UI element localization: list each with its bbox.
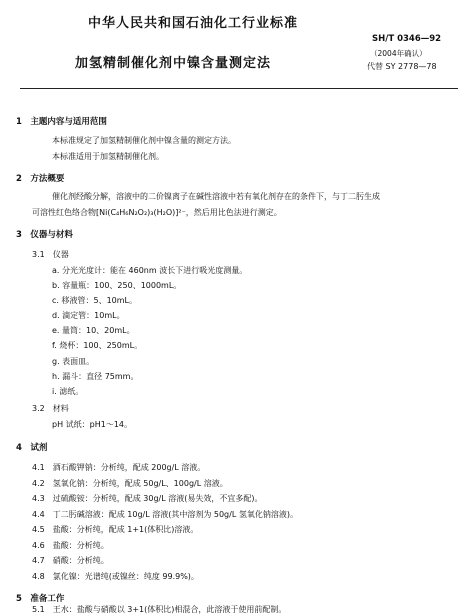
text-line-s31e: e. 量筒：10、20mL。 — [52, 326, 135, 335]
replaces-note: 代替 SY 2778—78 — [367, 62, 437, 71]
document-title: 加氢精制催化剂中镍含量测定法 — [75, 56, 272, 71]
section-heading-s2: 2 方法概要 — [16, 174, 65, 184]
text-line-s31b: b. 容量瓶：100、250、1000mL。 — [52, 281, 182, 290]
text-line-s42: 4.2 氢氧化钠：分析纯，配成 50g/L、100g/L 溶液。 — [32, 479, 228, 488]
text-line-s31a: a. 分光光度计：能在 460nm 波长下进行吸光度测量。 — [52, 266, 248, 275]
text-line-s31g: g. 表面皿。 — [52, 357, 95, 366]
standard-number: SH/T 0346—92 — [372, 34, 442, 44]
text-line-s41: 4.1 酒石酸钾钠：分析纯，配成 200g/L 溶液。 — [32, 463, 206, 472]
text-line-s31: 3.1 仪器 — [32, 250, 69, 259]
section-heading-s4: 4 试剂 — [16, 443, 48, 453]
section-heading-s3: 3 仪器与材料 — [16, 230, 73, 240]
text-line-s32: 3.2 材料 — [32, 404, 69, 413]
section-heading-s5: 5 准备工作 — [16, 594, 65, 604]
text-line-s31d: d. 滴定管：10mL。 — [52, 311, 125, 320]
text-line-s43: 4.3 过硫酸铵：分析纯，配成 30g/L 溶液(易失效，不宜多配)。 — [32, 494, 263, 503]
text-line-s44: 4.4 丁二肟碱溶液：配成 10g/L 溶液(其中溶剂为 50g/L 氢氧化钠溶液)。 — [32, 510, 298, 519]
text-line-s32a: pH 试纸：pH1～14。 — [52, 420, 132, 429]
text-line-s51: 5.1 王水：盐酸与硝酸以 3+1(体积比)相混合，此溶液于使用前配制。 — [32, 605, 287, 614]
text-line-s31i: i. 滤纸。 — [52, 387, 84, 396]
text-line-s46: 4.6 盐酸：分析纯。 — [32, 541, 109, 550]
section-heading-s1: 1 主题内容与适用范围 — [16, 117, 107, 127]
text-line-s31f: f. 烧杯：100、250mL。 — [52, 341, 143, 350]
text-line-s2p2: 可溶性红色络合物[Ni(C₄H₆N₂O₂)₃(H₂O)]²⁻，然后用比色法进行测定。 — [32, 208, 282, 217]
issuing-organization: 中华人民共和国石油化工行业标准 — [88, 16, 299, 31]
text-line-s1p1: 本标准规定了加氢精制催化剂中镍含量的测定方法。 — [52, 136, 236, 145]
text-line-s48: 4.8 氯化镍：光谱纯(或镍丝：纯度 99.9%)。 — [32, 572, 199, 581]
text-line-s2p1: 催化剂经酸分解，溶液中的二价镍离子在碱性溶液中若有氧化剂存在的条件下，与丁二肟生成 — [52, 192, 380, 201]
header-divider — [20, 88, 458, 89]
text-line-s45: 4.5 盐酸：分析纯，配成 1+1(体积比)溶液。 — [32, 525, 199, 534]
text-line-s1p2: 本标准适用于加氢精制催化剂。 — [52, 152, 164, 161]
text-line-s31h: h. 漏斗：直径 75mm。 — [52, 372, 139, 381]
text-line-s47: 4.7 硝酸：分析纯。 — [32, 556, 109, 565]
confirmation-note: （2004年确认） — [370, 49, 427, 58]
text-line-s31c: c. 移液管：5、10mL。 — [52, 296, 138, 305]
